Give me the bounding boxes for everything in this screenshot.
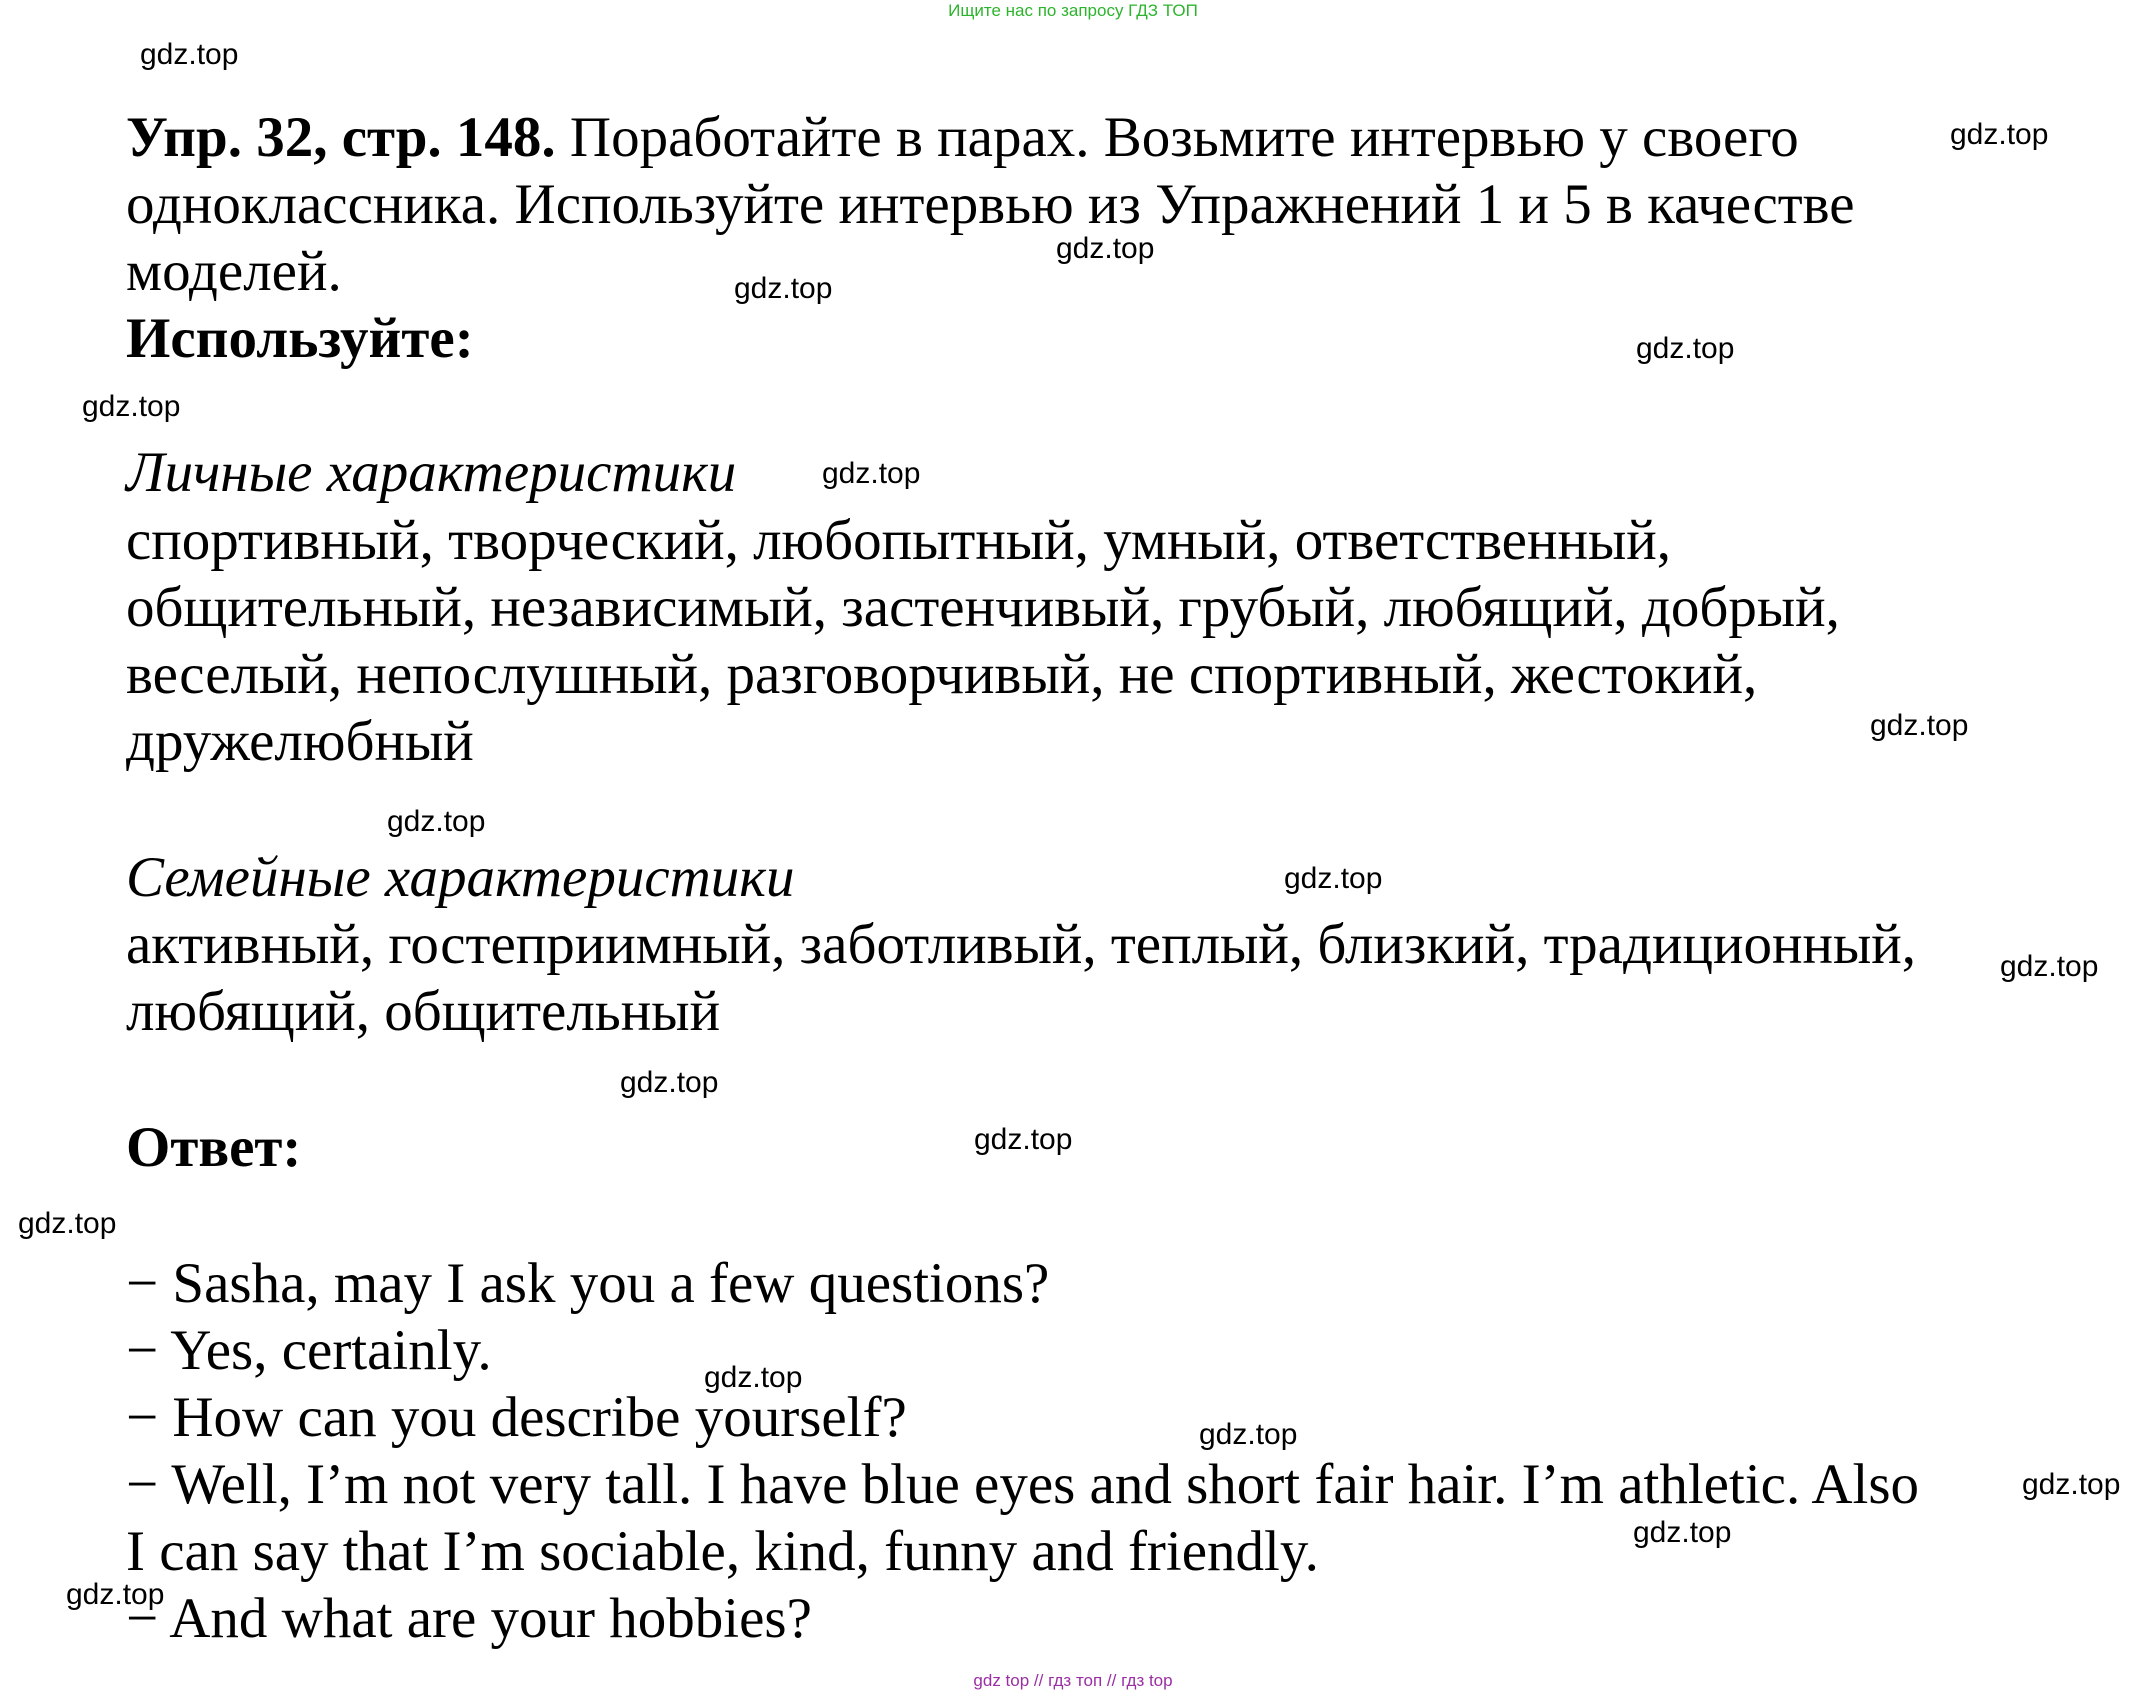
answer-label: Ответ: xyxy=(126,1116,302,1179)
family-title: Семейные характеристики xyxy=(126,846,795,909)
exercise-instruction-line3: моделей. xyxy=(126,240,342,303)
exercise-instruction: Поработайте в парах. Возьмите интервью у своего xyxy=(555,106,1799,169)
watermark: gdz.top xyxy=(704,1361,803,1394)
family-line: любящий, общительный xyxy=(126,980,721,1043)
watermark: gdz.top xyxy=(2022,1468,2121,1501)
watermark: gdz.top xyxy=(974,1123,1073,1156)
watermark: gdz.top xyxy=(18,1207,117,1240)
family-line: активный, гостеприимный, заботливый, теплый, близкий, традиционный, xyxy=(126,913,1917,976)
watermark: gdz.top xyxy=(1636,332,1735,365)
watermark: gdz.top xyxy=(734,272,833,305)
personal-line: спортивный, творческий, любопытный, умный, ответственный, xyxy=(126,509,1672,572)
exercise-number: Упр. 32, стр. 148. xyxy=(126,106,556,169)
bottom-banner: gdz top // гдз топ // гдз top xyxy=(973,1671,1173,1690)
watermark: gdz.top xyxy=(1056,232,1155,265)
answer-line: − Well, I’m not very tall. I have blue eyes and short fair hair. I’m athletic. Also xyxy=(126,1453,1919,1516)
watermark: gdz.top xyxy=(2000,950,2099,983)
answer-line: − How can you describe yourself? xyxy=(126,1386,907,1449)
personal-title: Личные характеристики xyxy=(126,441,737,504)
exercise-instruction-line2: одноклассника. Используйте интервью из Упражнений 1 и 5 в качестве xyxy=(126,173,1855,236)
watermark: gdz.top xyxy=(82,390,181,423)
watermark: gdz.top xyxy=(66,1578,165,1611)
watermark: gdz.top xyxy=(1633,1516,1732,1549)
watermark: gdz.top xyxy=(1870,709,1969,742)
watermark: gdz.top xyxy=(620,1066,719,1099)
answer-line: − And what are your hobbies? xyxy=(126,1587,812,1650)
answer-line: I can say that I’m sociable, kind, funny and friendly. xyxy=(126,1520,1319,1583)
use-label: Используйте: xyxy=(126,307,474,370)
watermark: gdz.top xyxy=(140,38,239,71)
watermark: gdz.top xyxy=(387,805,486,838)
personal-line: дружелюбный xyxy=(126,710,474,773)
personal-line: общительный, независимый, застенчивый, грубый, любящий, добрый, xyxy=(126,576,1840,639)
personal-line: веселый, непослушный, разговорчивый, не спортивный, жестокий, xyxy=(126,643,1758,706)
watermark: gdz.top xyxy=(1950,118,2049,151)
answer-line: − Yes, certainly. xyxy=(126,1319,492,1382)
watermark: gdz.top xyxy=(822,457,921,490)
watermark: gdz.top xyxy=(1284,862,1383,895)
answer-line: − Sasha, may I ask you a few questions? xyxy=(126,1252,1050,1315)
watermark: gdz.top xyxy=(1199,1418,1298,1451)
exercise-heading-line xyxy=(126,104,1799,171)
top-banner: Ищите нас по запросу ГДЗ ТОП xyxy=(948,1,1198,20)
